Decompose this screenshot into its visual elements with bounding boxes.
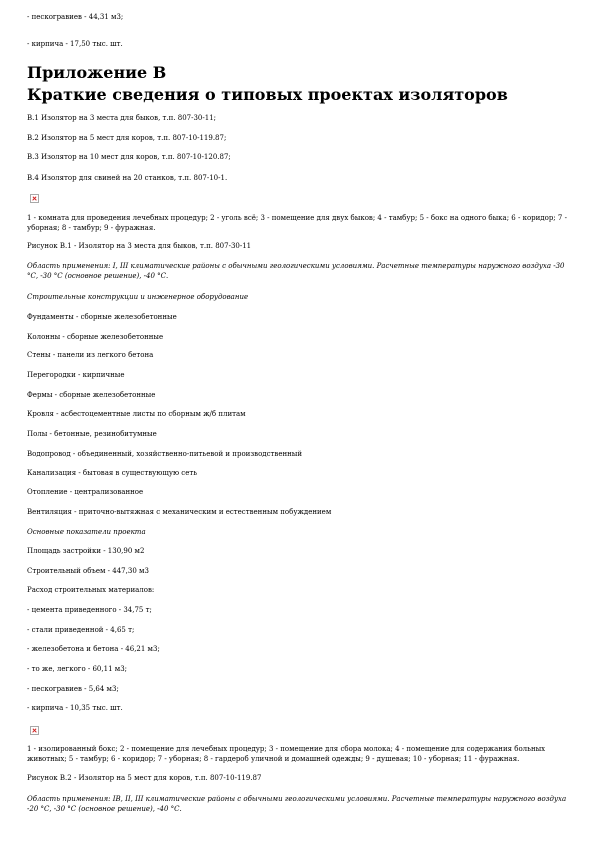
text-line: - кирпича - 17,50 тыс. шт. xyxy=(27,40,123,48)
text-line: Площадь застройки - 130,90 м2 xyxy=(27,547,145,555)
text-line: Фермы - сборные железобетонные xyxy=(27,391,156,399)
text-line: В.2 Изолятор на 5 мест для коров, т.п. 807-10-119.87; xyxy=(27,134,227,142)
appendix-subtitle: Краткие сведения о типовых проектах изоляторов xyxy=(27,85,508,104)
text-line: Перегородки - кирпичные xyxy=(27,371,125,379)
appendix-title: Приложение В xyxy=(27,63,167,82)
figure-legend: 1 - изолированный бокс; 2 - помещение для лечебных процедур; 3 - помещение для сбора молока; 4 - помещение для содержания больных животных; 5 - тамбур; 6 - коридор; 7 - уборная; 8 - гардероб уличной и домашней одежды; 9 - душевая; 10 - уборная; 11 - фуражная. xyxy=(27,745,546,763)
text-line: Полы - бетонные, резинобитумные xyxy=(27,430,157,438)
application-area: Область применения: IB, II, III климатические районы с обычными геологическими условиями. Расчетные температуры наружного воздуха -20 °С, -30 °С (основное решение), -40 °С. xyxy=(27,795,567,813)
application-area: Область применения: I, III климатические районы с обычными геологическими условиями. Расчетные температуры наружного воздуха -30 °С, -30 °С (основное решение), -40 °С. xyxy=(27,262,565,280)
text-line: Стены - панели из легкого бетона xyxy=(27,351,154,359)
text-line: Строительный объем - 447,30 м3 xyxy=(27,567,149,575)
text-line: - железобетона и бетона - 46,21 м3; xyxy=(27,645,160,653)
text-line: - пескогравиев - 5,64 м3; xyxy=(27,685,119,693)
text-line: Расход строительных материалов: xyxy=(27,586,155,594)
text-line: - пескогравиев - 44,31 м3; xyxy=(27,13,124,21)
text-line: Вентиляция - приточно-вытяжная с механическим и естественным побуждением xyxy=(27,508,332,516)
text-line: В.3 Изолятор на 10 мест для коров, т.п. 807-10-120.87; xyxy=(27,153,231,161)
text-line: Фундаменты - сборные железобетонные xyxy=(27,313,177,321)
text-line: - кирпича - 10,35 тыс. шт. xyxy=(27,704,123,712)
section-subheading: Строительные конструкции и инженерное оборудование xyxy=(27,293,249,301)
text-line: - цемента приведенного - 34,75 т; xyxy=(27,606,152,614)
text-line: Отопление - централизованное xyxy=(27,488,144,496)
text-line: Колонны - сборные железобетонные xyxy=(27,333,164,341)
text-line: - стали приведенной - 4,65 т; xyxy=(27,626,135,634)
figure-legend: 1 - комната для проведения лечебных процедур; 2 - уголь всё; 3 - помещение для двух быков; 4 - тамбур; 5 - бокс на одного быка; 6 - коридор; 7 - уборная; 8 - тамбур; 9 - фуражная. xyxy=(27,214,567,232)
text-line: В.4 Изолятор для свиней на 20 станков, т.п. 807-10-1. xyxy=(27,174,228,182)
section-subheading: Основные показатели проекта xyxy=(27,528,146,536)
text-line: В.1 Изолятор на 3 места для быков, т.п. 807-30-11; xyxy=(27,114,217,122)
text-line: - то же, легкого - 60,11 м3; xyxy=(27,665,127,673)
text-line: Канализация - бытовая в существующую сеть xyxy=(27,469,198,477)
text-line: Водопровод - объединенный, хозяйственно-питьевой и производственный xyxy=(27,450,303,458)
broken-image-icon xyxy=(30,726,39,735)
figure-caption: Рисунок В.1 - Изолятор на 3 места для быков, т.п. 807-30-11 xyxy=(27,242,252,250)
figure-caption: Рисунок В.2 - Изолятор на 5 мест для коров, т.п. 807-10-119.87 xyxy=(27,774,262,782)
text-line: Кровля - асбестоцементные листы по сборным ж/б плитам xyxy=(27,410,246,418)
broken-image-icon xyxy=(30,194,39,203)
